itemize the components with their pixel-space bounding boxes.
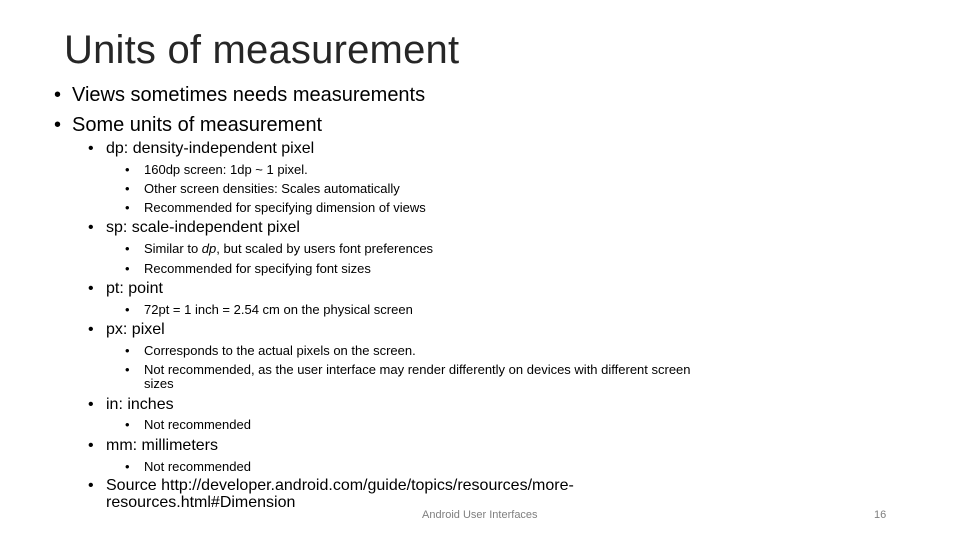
bullet-item: • Recommended for specifying dimension of views xyxy=(125,200,426,215)
bullet-item: • Recommended for specifying font sizes xyxy=(125,261,371,276)
bullet-item: • Similar to dp, but scaled by users font preferences xyxy=(125,241,434,256)
page-number: 16 xyxy=(874,509,887,521)
bullet-glyph: • xyxy=(125,181,130,196)
bullet-glyph: • xyxy=(88,437,94,454)
bullet-glyph: • xyxy=(125,241,130,256)
bullet-glyph: • xyxy=(88,219,94,236)
source-line: • Source http://developer.android.com/guide/topics/resources/more- xyxy=(88,477,574,494)
bullet-glyph: • xyxy=(54,114,62,136)
bullet-item: • Views sometimes needs measurements xyxy=(54,84,426,106)
bullet-glyph: • xyxy=(125,343,130,358)
bullet-item: • in: inches xyxy=(88,396,174,413)
bullet-item: • 72pt = 1 inch = 2.54 cm on the physical screen xyxy=(125,302,413,317)
bullet-glyph: • xyxy=(88,321,94,338)
bullet-item-continuation: sizes xyxy=(144,376,174,391)
slide-title: Units of measurement xyxy=(64,28,460,72)
footer-text: Android User Interfaces xyxy=(422,509,538,521)
bullet-item: • Some units of measurement xyxy=(54,114,323,136)
bullet-item: • mm: millimeters xyxy=(88,437,218,454)
bullet-glyph: • xyxy=(125,261,130,276)
bullet-glyph: • xyxy=(88,477,94,494)
bullet-item: • Corresponds to the actual pixels on the screen. xyxy=(125,343,416,358)
bullet-item: • Other screen densities: Scales automatically xyxy=(125,181,400,196)
bullet-glyph: • xyxy=(125,162,130,177)
bullet-item: • 160dp screen: 1dp ~ 1 pixel. xyxy=(125,162,308,177)
bullet-item: • sp: scale-independent pixel xyxy=(88,219,300,236)
bullet-glyph: • xyxy=(54,84,62,106)
bullet-item: • px: pixel xyxy=(88,321,165,338)
bullet-glyph: • xyxy=(88,396,94,413)
bullet-glyph: • xyxy=(88,280,94,297)
bullet-glyph: • xyxy=(125,200,130,215)
bullet-glyph: • xyxy=(88,140,94,157)
bullet-item: • Not recommended, as the user interface may render differently on devices with different screen xyxy=(125,362,691,377)
bullet-glyph: • xyxy=(125,459,130,474)
bullet-item: • pt: point xyxy=(88,280,163,297)
source-line-continuation: resources.html#Dimension xyxy=(106,494,296,511)
bullet-item: • Not recommended xyxy=(125,459,251,474)
bullet-item: • dp: density-independent pixel xyxy=(88,140,315,157)
bullet-glyph: • xyxy=(125,302,130,317)
bullet-glyph: • xyxy=(125,417,130,432)
bullet-item: • Not recommended xyxy=(125,417,251,432)
bullet-glyph: • xyxy=(125,362,130,377)
